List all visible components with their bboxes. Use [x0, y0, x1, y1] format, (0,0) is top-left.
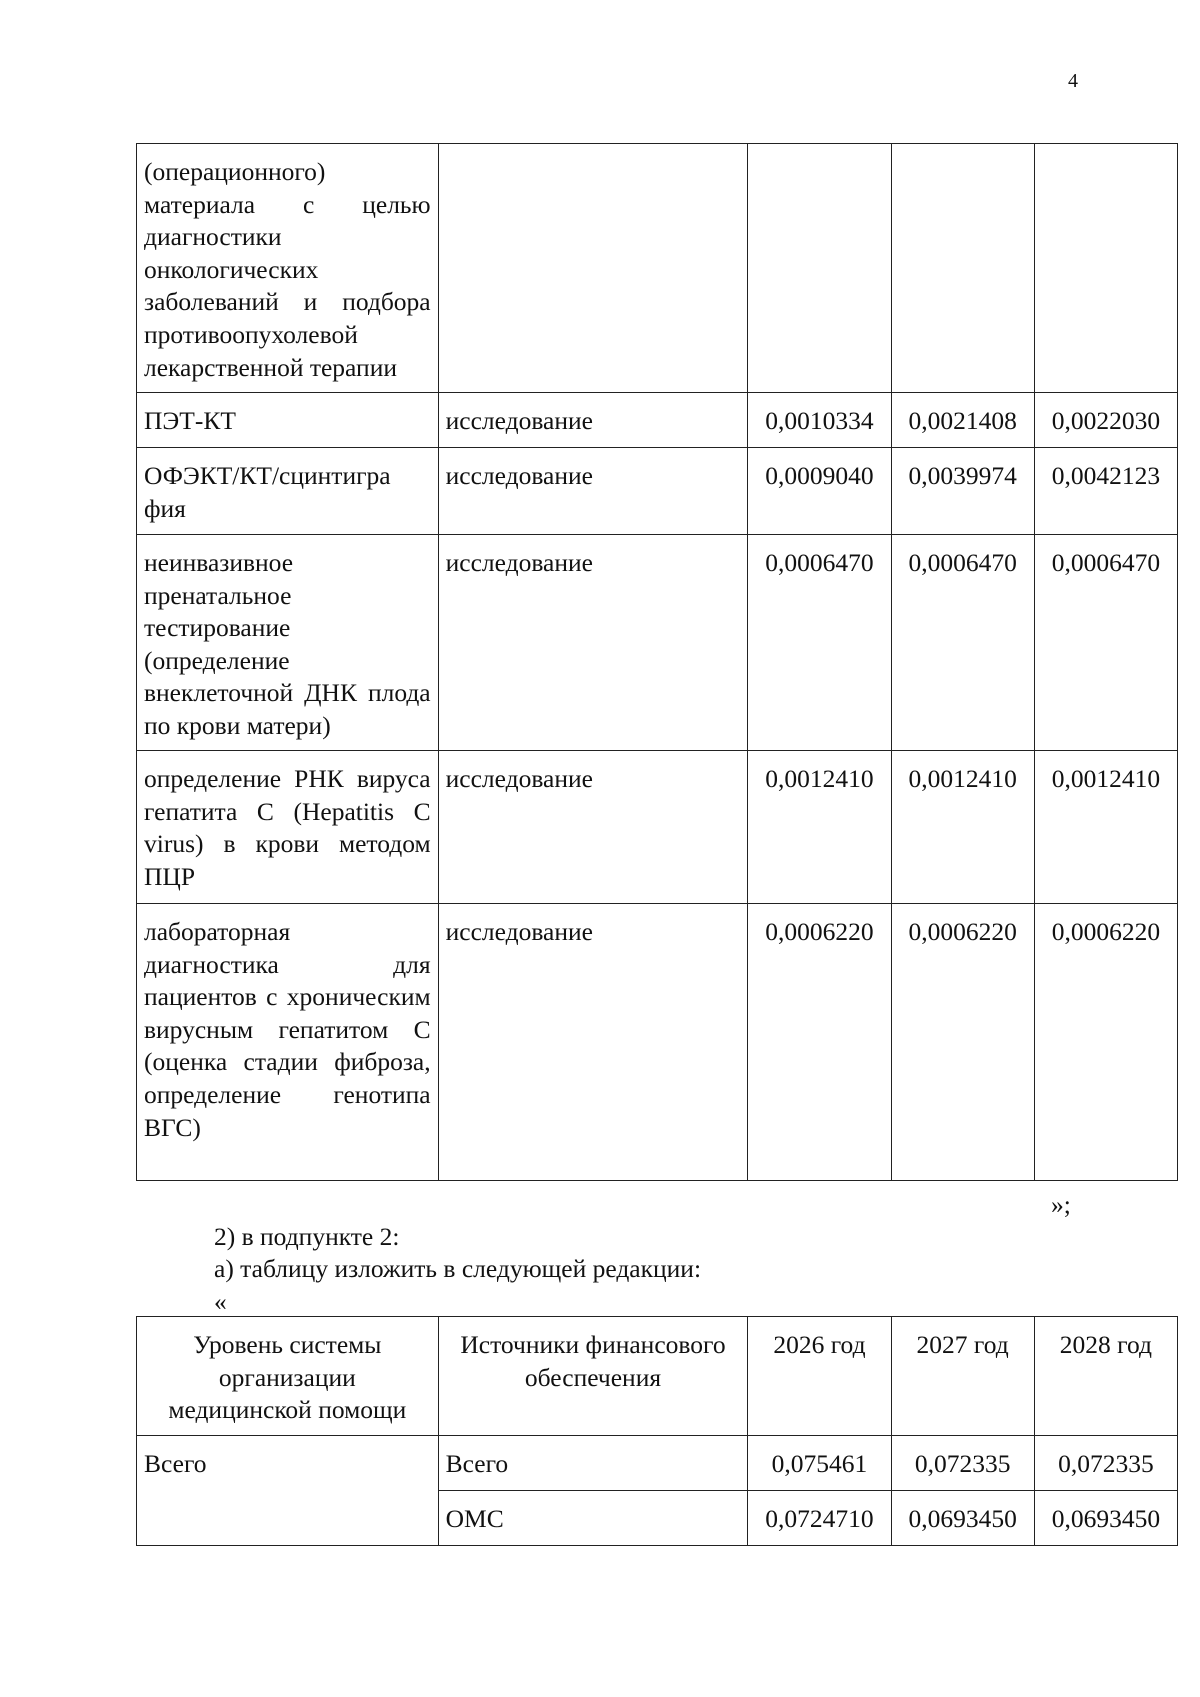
unit-cell [438, 144, 748, 393]
header-2027: 2027 год [891, 1317, 1034, 1436]
unit-cell: исследование [438, 448, 748, 535]
service-name-cell: (операционного) материала с целью диагностики онкологических заболеваний и подбора противоопухолевой лекарственной терапии [137, 144, 439, 393]
unit-cell: исследование [438, 751, 748, 904]
value-2026-cell: 0,075461 [748, 1436, 891, 1491]
value-2026-cell: 0,0010334 [748, 393, 891, 448]
opening-quote: « [214, 1287, 227, 1316]
header-level: Уровень системы организации медицинской помощи [137, 1317, 439, 1436]
source-cell: Всего [438, 1436, 748, 1491]
header-2028: 2028 год [1034, 1317, 1177, 1436]
header-sources: Источники финансового обеспечения [438, 1317, 748, 1436]
service-name-cell: ПЭТ-КТ [137, 393, 439, 448]
table-row [137, 144, 1178, 393]
table-header-row [137, 1317, 1178, 1436]
value-2028-cell: 0,0006220 [1034, 904, 1177, 1181]
value-2027-cell: 0,0021408 [891, 393, 1034, 448]
table-row [137, 904, 1178, 1181]
table-row [137, 393, 1178, 448]
service-name-cell: ОФЭКТ/КТ/сцинтигра фия [137, 448, 439, 535]
value-2028-cell: 0,0693450 [1034, 1491, 1177, 1546]
service-name-cell: неинвазивное пренатальное тестирование (определение внеклеточной ДНК плода по крови матери) [137, 535, 439, 751]
header-2026: 2026 год [748, 1317, 891, 1436]
value-2026-cell: 0,0009040 [748, 448, 891, 535]
value-2027-cell: 0,0006470 [891, 535, 1034, 751]
indicators-table [136, 143, 1178, 1181]
level-cell: Всего [137, 1436, 439, 1546]
value-2027-cell: 0,072335 [891, 1436, 1034, 1491]
value-2028-cell: 0,0012410 [1034, 751, 1177, 904]
value-2028-cell: 0,0022030 [1034, 393, 1177, 448]
value-2028-cell [1034, 144, 1177, 393]
unit-cell: исследование [438, 904, 748, 1181]
instruction-text: а) таблицу изложить в следующей редакции: [214, 1254, 702, 1283]
value-2026-cell: 0,0724710 [748, 1491, 891, 1546]
value-2026-cell: 0,0006220 [748, 904, 891, 1181]
subpoint-text: 2) в подпункте 2: [214, 1222, 400, 1251]
value-2027-cell: 0,0693450 [891, 1491, 1034, 1546]
value-2028-cell: 0,072335 [1034, 1436, 1177, 1491]
value-2026-cell: 0,0012410 [748, 751, 891, 904]
source-cell: ОМС [438, 1491, 748, 1546]
value-2028-cell: 0,0006470 [1034, 535, 1177, 751]
table-row [137, 535, 1178, 751]
value-2028-cell: 0,0042123 [1034, 448, 1177, 535]
table-row [137, 448, 1178, 535]
closing-quote: »; [1051, 1190, 1071, 1219]
service-name-cell: определение РНК вируса гепатита С (Hepatitis C virus) в крови методом ПЦР [137, 751, 439, 904]
value-2026-cell: 0,0006470 [748, 535, 891, 751]
financing-table [136, 1316, 1178, 1546]
value-2026-cell [748, 144, 891, 393]
service-name-cell: лабораторная диагностика для пациентов с хроническим вирусным гепатитом С (оценка стадии фиброза, определение генотипа ВГС) [137, 904, 439, 1181]
value-2027-cell [891, 144, 1034, 393]
table-row [137, 1436, 1178, 1491]
value-2027-cell: 0,0012410 [891, 751, 1034, 904]
value-2027-cell: 0,0039974 [891, 448, 1034, 535]
unit-cell: исследование [438, 393, 748, 448]
table-row [137, 751, 1178, 904]
value-2027-cell: 0,0006220 [891, 904, 1034, 1181]
page-number: 4 [1068, 70, 1078, 92]
unit-cell: исследование [438, 535, 748, 751]
